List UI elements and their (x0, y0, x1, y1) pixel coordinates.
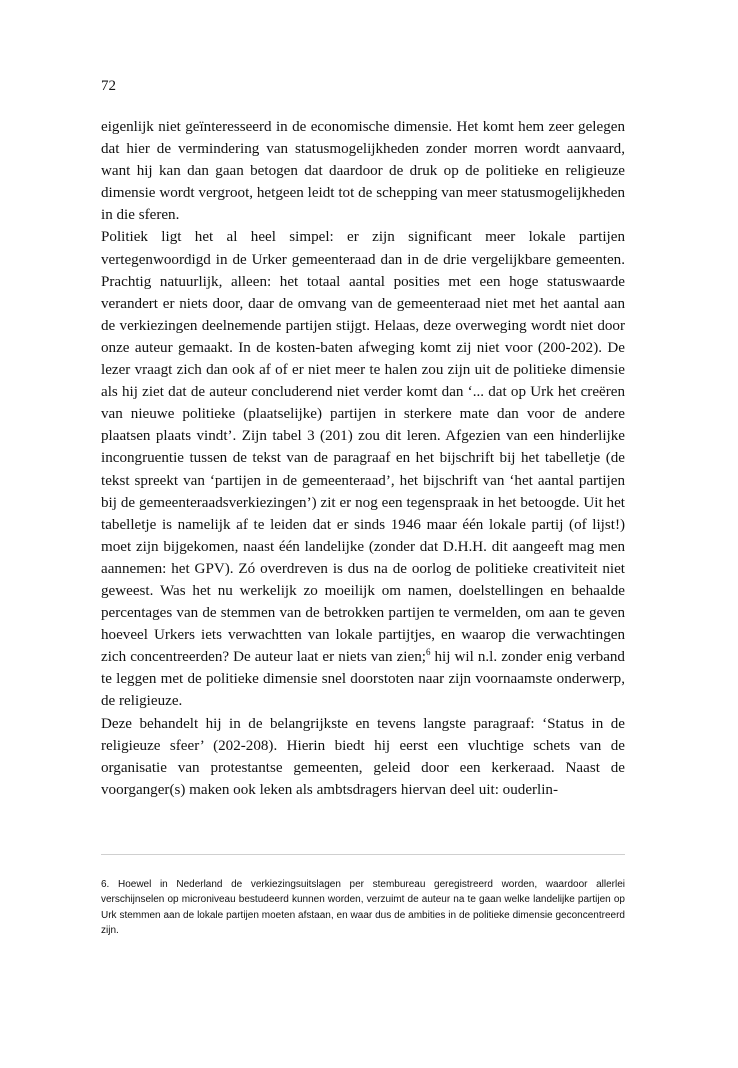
paragraph-3: Deze behandelt hij in de belangrijkste en tevens langste paragraaf: ‘Status in de religieuze sfeer’ (202-208). Hierin biedt hij eerst een vluchtige schets van de organisatie van protestantse gemeenten, geleid door een kerkeraad. Naast de voorganger(s) maken ook leken als ambtsdragers hiervan deel uit: ouderlin- (101, 715, 625, 798)
paragraph-1: eigenlijk niet geïnteresseerd in de economische dimensie. Het komt hem zeer gelegen dat hier de vermindering van statusmogelijkheden zonder morren wordt aanvaard, want hij kan dan gaan betogen dat daardoor de druk op de politieke en religieuze dimensie wordt vergroot, hetgeen leidt tot de schepping van meer statusmogelijkheden in die sferen. (101, 119, 625, 224)
paragraph-2 (101, 226, 625, 712)
footnote (101, 877, 625, 938)
footnote-divider (101, 854, 625, 855)
footnote-number: 6. (101, 879, 110, 890)
page-number: 72 (101, 78, 116, 94)
paragraph-2-tail: hij wil n.l. zonder enig verband te leggen met de politieke dimensie snel doorstoten naar zijn voornaamste onderwerp, de religieuze. (101, 649, 625, 710)
footnote-reference: 6 (425, 647, 431, 658)
footnote-text: Hoewel in Nederland de verkiezingsuitslagen per stembureau geregistreerd worden, waardoor allerlei verschijnselen op microniveau bestudeerd kunnen worden, verzuimt de auteur na te gaan welke landelijke partijen op Urk stemmen aan de lokale partijen moeten afstaan, en waar dus de ambities in de politieke dimensie geconcentreerd zijn. (101, 879, 625, 936)
paragraph-2-main: Politiek ligt het al heel simpel: er zijn significant meer lokale partijen vertegenwoordigd in de Urker gemeenteraad dan in de drie vergelijkbare gemeenten. Prachtig natuurlijk, alleen: het totaal aantal posities met een hoge statuswaarde verandert er niets door, daar de omvang van de gemeenteraad niet met het aantal aan de verkiezingen deelnemende partijen stijgt. Helaas, deze overweging wordt niet door onze auteur gemaakt. In de kosten-baten afweging komt zij niet voor (200-202). De lezer vraagt zich dan ook af of er niet meer te halen zou zijn uit de politieke dimensie als hij ziet dat de auteur concluderend niet verder komt dan ‘... dat op Urk het creëren van nieuwe politieke (plaatselijke) partijen in sterkere mate dan voor de andere plaatsen plaats vindt’. Zijn tabel 3 (201) zou dit leren. Afgezien van een hinderlijke incongruentie tussen de tekst van de paragraaf en het bijschrift bij het tabelletje (de tekst spreekt van ‘partijen in de gemeenteraad’, het bijschrift van ‘het aantal partijen bij de gemeenteraadsverkiezingen’) zit er nog een tegenspraak in het betoogde. Uit het tabelletje is namelijk af te leiden dat er sinds 1946 maar één lokale partij (of lijst!) moet zijn bijgekomen, naast één landelijke (zonder dat D.H.H. dit aangeeft mag men aannemen: het GPV). Zó overdreven is dus na de oorlog de politieke creativiteit niet geweest. Was het nu werkelijk zo moeilijk om namen, doelstellingen en behaalde percentages van de stemmen van de betrokken partijen te vermelden, om aan te geven hoeveel Urkers iets verwachtten van lokale partijtjes, en waarop die verwachtingen zich concentreerden? De auteur laat er niets van zien; (101, 229, 625, 666)
body-text (101, 116, 625, 801)
